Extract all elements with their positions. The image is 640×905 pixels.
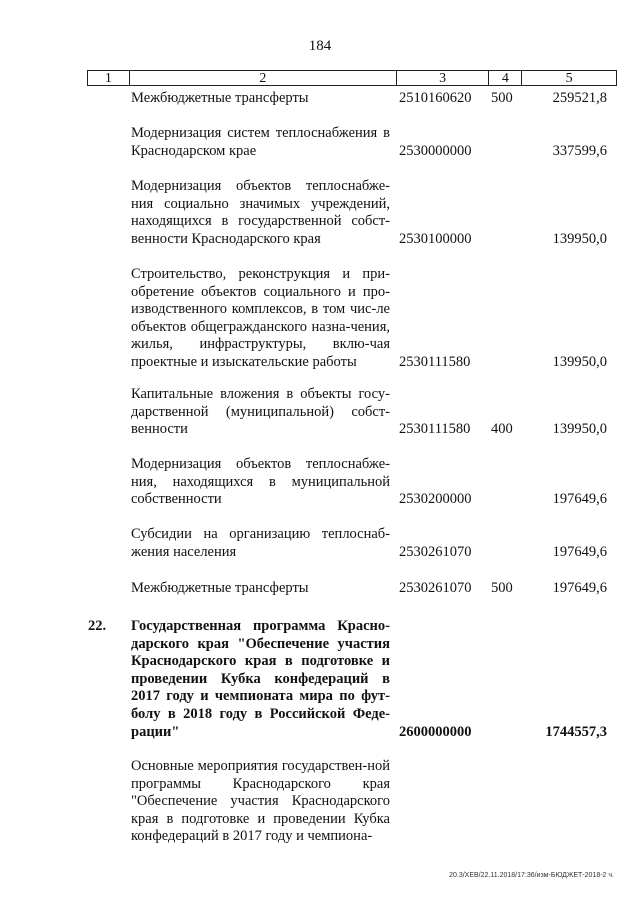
row-code: 2530200000 xyxy=(399,491,472,508)
row-description: Модернизация объектов теплоснабже-ния социально значимых учреждений, находящихся в государственной собст-венности Краснодарского края xyxy=(131,178,390,247)
row-description: Капитальные вложения в объекты госу-дарственной (муниципальной) собст-венности xyxy=(131,386,390,438)
row-code: 2530000000 xyxy=(399,142,472,159)
row-amount: 197649,6 xyxy=(552,491,607,508)
row-code: 2530261070 xyxy=(399,543,472,560)
row-description: Субсидии на организацию теплоснаб-жения населения xyxy=(131,526,390,560)
row-expense-type: 500 xyxy=(491,580,513,596)
document-footer-stamp: 20.3/ХЕВ/22.11.2018/17:36/изм-БЮДЖЕТ-2018-2 ч. xyxy=(449,872,614,879)
row-code: 2530261070 xyxy=(399,580,472,596)
header-col-3: 3 xyxy=(397,71,490,85)
row-description: Модернизация объектов теплоснабже-ния, находящихся в муниципальной собственности xyxy=(131,456,390,508)
row-amount: 139950,0 xyxy=(552,421,607,438)
row-description: Государственная программа Красно-дарского края "Обеспечение участия Краснодарского края в подготовке и проведении Кубка конфедераций в 2017 году и чемпионата мира по фут-болу в 2018 году в Российской Феде-рации" xyxy=(131,618,390,740)
row-expense-type: 400 xyxy=(491,421,513,438)
header-col-4: 4 xyxy=(489,71,522,85)
row-amount: 139950,0 xyxy=(552,230,607,247)
row-expense-type: 500 xyxy=(491,90,513,106)
header-col-5: 5 xyxy=(565,71,573,86)
row-number: 22. xyxy=(88,618,107,634)
page-number: 184 xyxy=(308,38,332,54)
row-description: Межбюджетные трансферты xyxy=(131,90,309,106)
row-code: 2530111580 xyxy=(399,354,471,370)
row-amount: 197649,6 xyxy=(552,580,607,596)
row-description: Модернизация систем теплоснабжения в Краснодарском крае xyxy=(131,125,390,159)
header-col-1: 1 xyxy=(88,71,130,85)
row-amount: 337599,6 xyxy=(552,142,607,159)
table-header xyxy=(87,70,617,86)
row-amount: 139950,0 xyxy=(552,354,607,370)
row-code: 2530111580 xyxy=(399,421,471,438)
row-description: Строительство, реконструкция и при-обретение объектов социального и про-изводственного комплексов, в том чис-ле объектов общегражданского назна-чения, жилья, инфраструктуры, вклю-чая проектные и изыскательские работы xyxy=(131,266,390,370)
row-code: 2530100000 xyxy=(399,230,472,247)
row-code: 2600000000 xyxy=(399,723,472,740)
row-description: Основные мероприятия государствен-ной программы Краснодарского края "Обеспечение участия Краснодарского края в подготовке и проведении Кубка конфедераций в 2017 году и чемпиона- xyxy=(131,758,390,845)
row-code: 2510160620 xyxy=(399,90,472,106)
row-amount: 197649,6 xyxy=(552,543,607,560)
header-col-2: 2 xyxy=(130,71,397,85)
row-amount: 1744557,3 xyxy=(545,723,607,740)
row-amount: 259521,8 xyxy=(552,90,607,106)
row-description: Межбюджетные трансферты xyxy=(131,580,309,596)
